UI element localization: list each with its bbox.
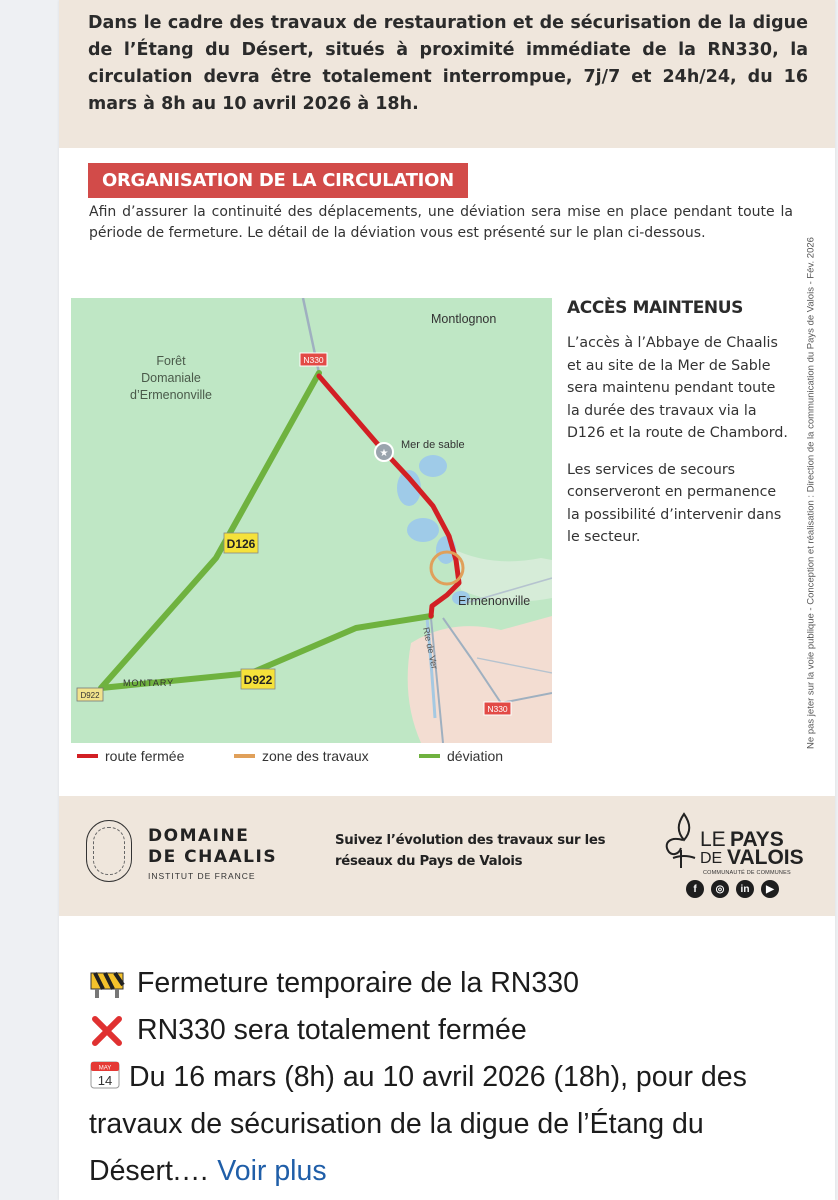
notice-description: Afin d’assurer la continuité des déplacements, une déviation sera mise en place pendant toute la période de fermeture. Le détail de la déviation vous est présenté sur le plan ci-dessous. (89, 204, 793, 241)
domaine-chaalis-name: DOMAINE DE CHAALIS (148, 826, 278, 867)
linkedin-icon[interactable]: in (736, 880, 754, 898)
post-text (89, 960, 809, 1195)
valois-logo-le: LE (700, 828, 726, 851)
valois-logo-subtitle: COMMUNAUTÉ DE COMMUNES (703, 870, 791, 876)
legend-deviation-swatch (419, 754, 440, 758)
lake (407, 518, 439, 542)
legend-closed (77, 745, 184, 767)
shield-n330-bottom-text: N330 (487, 704, 508, 714)
legend-deviation (419, 745, 503, 767)
access-panel (567, 295, 792, 549)
social-links (686, 880, 779, 898)
notice-intro-block (59, 0, 835, 148)
label-mer-de-sable: Mer de sable (401, 439, 465, 451)
shield-d922-small-text: D922 (80, 691, 100, 700)
post-dates-line: Du 16 mars (8h) au 10 avril 2026 (18h), pour des travaux de sécurisation de la digue de l’Étang du Désert.… (89, 1061, 747, 1187)
star-icon: ★ (379, 448, 389, 459)
label-foret-2: Domaniale (141, 371, 201, 385)
access-paragraph-2: Les services de secours conserveront en permanence la possibilité d’intervenir dans le secteur. (567, 461, 782, 545)
label-montary: MONTARY (123, 678, 175, 688)
shield-d126-text: D126 (226, 537, 256, 551)
label-rte-de-ver: Rte de Ver (421, 626, 440, 671)
see-more-link[interactable]: Voir plus (217, 1155, 327, 1187)
construction-barrier-icon (89, 969, 125, 999)
youtube-icon[interactable]: ▶ (761, 880, 779, 898)
label-foret-3: d’Ermenonville (130, 388, 212, 402)
access-title: ACCÈS MAINTENUS (567, 298, 743, 318)
facebook-icon[interactable]: f (686, 880, 704, 898)
post-card (59, 0, 835, 1200)
calendar-month: MAY (98, 1065, 112, 1072)
post-line-1 (89, 960, 809, 1007)
legend-deviation-label: déviation (447, 748, 504, 764)
vertical-credit-text: Ne pas jeter sur la voie publique - Conception et réalisation : Direction de la communication du Pays de Valois - Fév. 2026 (805, 236, 817, 749)
valois-logo-valois: VALOIS (727, 846, 804, 869)
legend-works (234, 745, 369, 767)
domaine-chaalis-subtitle: INSTITUT DE FRANCE (148, 871, 256, 881)
notice-intro-text: Dans le cadre des travaux de restauration et de sécurisation de la digue de l’Étang du Désert, situés à proximité immédiate de la RN330, la circulation devra être totalement interrompue, 7j/7 et 24h/24, du 16 mars à 8h au 10 avril 2026 à 18h. (88, 13, 808, 114)
label-foret-1: Forêt (156, 354, 186, 368)
legend-works-label: zone des travaux (262, 748, 369, 764)
valois-logo-pays: PAYS (730, 828, 784, 851)
post-line-2 (89, 1007, 809, 1054)
post-line-3 (89, 1054, 809, 1195)
shield-d922-text: D922 (243, 673, 273, 687)
legend-closed-swatch (77, 754, 98, 758)
vertical-credit (800, 200, 822, 785)
post-title: Fermeture temporaire de la RN330 (137, 967, 579, 999)
label-ermenonville: Ermenonville (458, 594, 531, 608)
access-paragraph-1: L’accès à l’Abbaye de Chaalis et au site de la Mer de Sable sera maintenu pendant toute la durée des travaux via la D126 et la route de Chambord. (567, 335, 788, 441)
section-title: ORGANISATION DE LA CIRCULATION (88, 163, 468, 198)
detour-map (71, 298, 552, 743)
shield-n330-top-text: N330 (303, 355, 324, 365)
legend-closed-label: route fermée (105, 748, 185, 764)
calendar-icon (89, 1058, 121, 1090)
label-montlognon: Montlognon (431, 312, 497, 326)
lake (419, 455, 447, 477)
follow-text: Suivez l’évolution des travaux sur les réseaux du Pays de Valois (335, 833, 606, 869)
calendar-day: 14 (97, 1073, 113, 1088)
notice-footer (59, 796, 835, 916)
post-closed-line: RN330 sera totalement fermée (137, 1014, 527, 1046)
map-drawing (71, 298, 552, 743)
legend-works-swatch (234, 754, 255, 758)
valois-logo-de: DE (700, 850, 723, 867)
cross-mark-icon (89, 1016, 125, 1046)
instagram-icon[interactable]: ◎ (711, 880, 729, 898)
chaalis-seal-icon (86, 820, 132, 882)
